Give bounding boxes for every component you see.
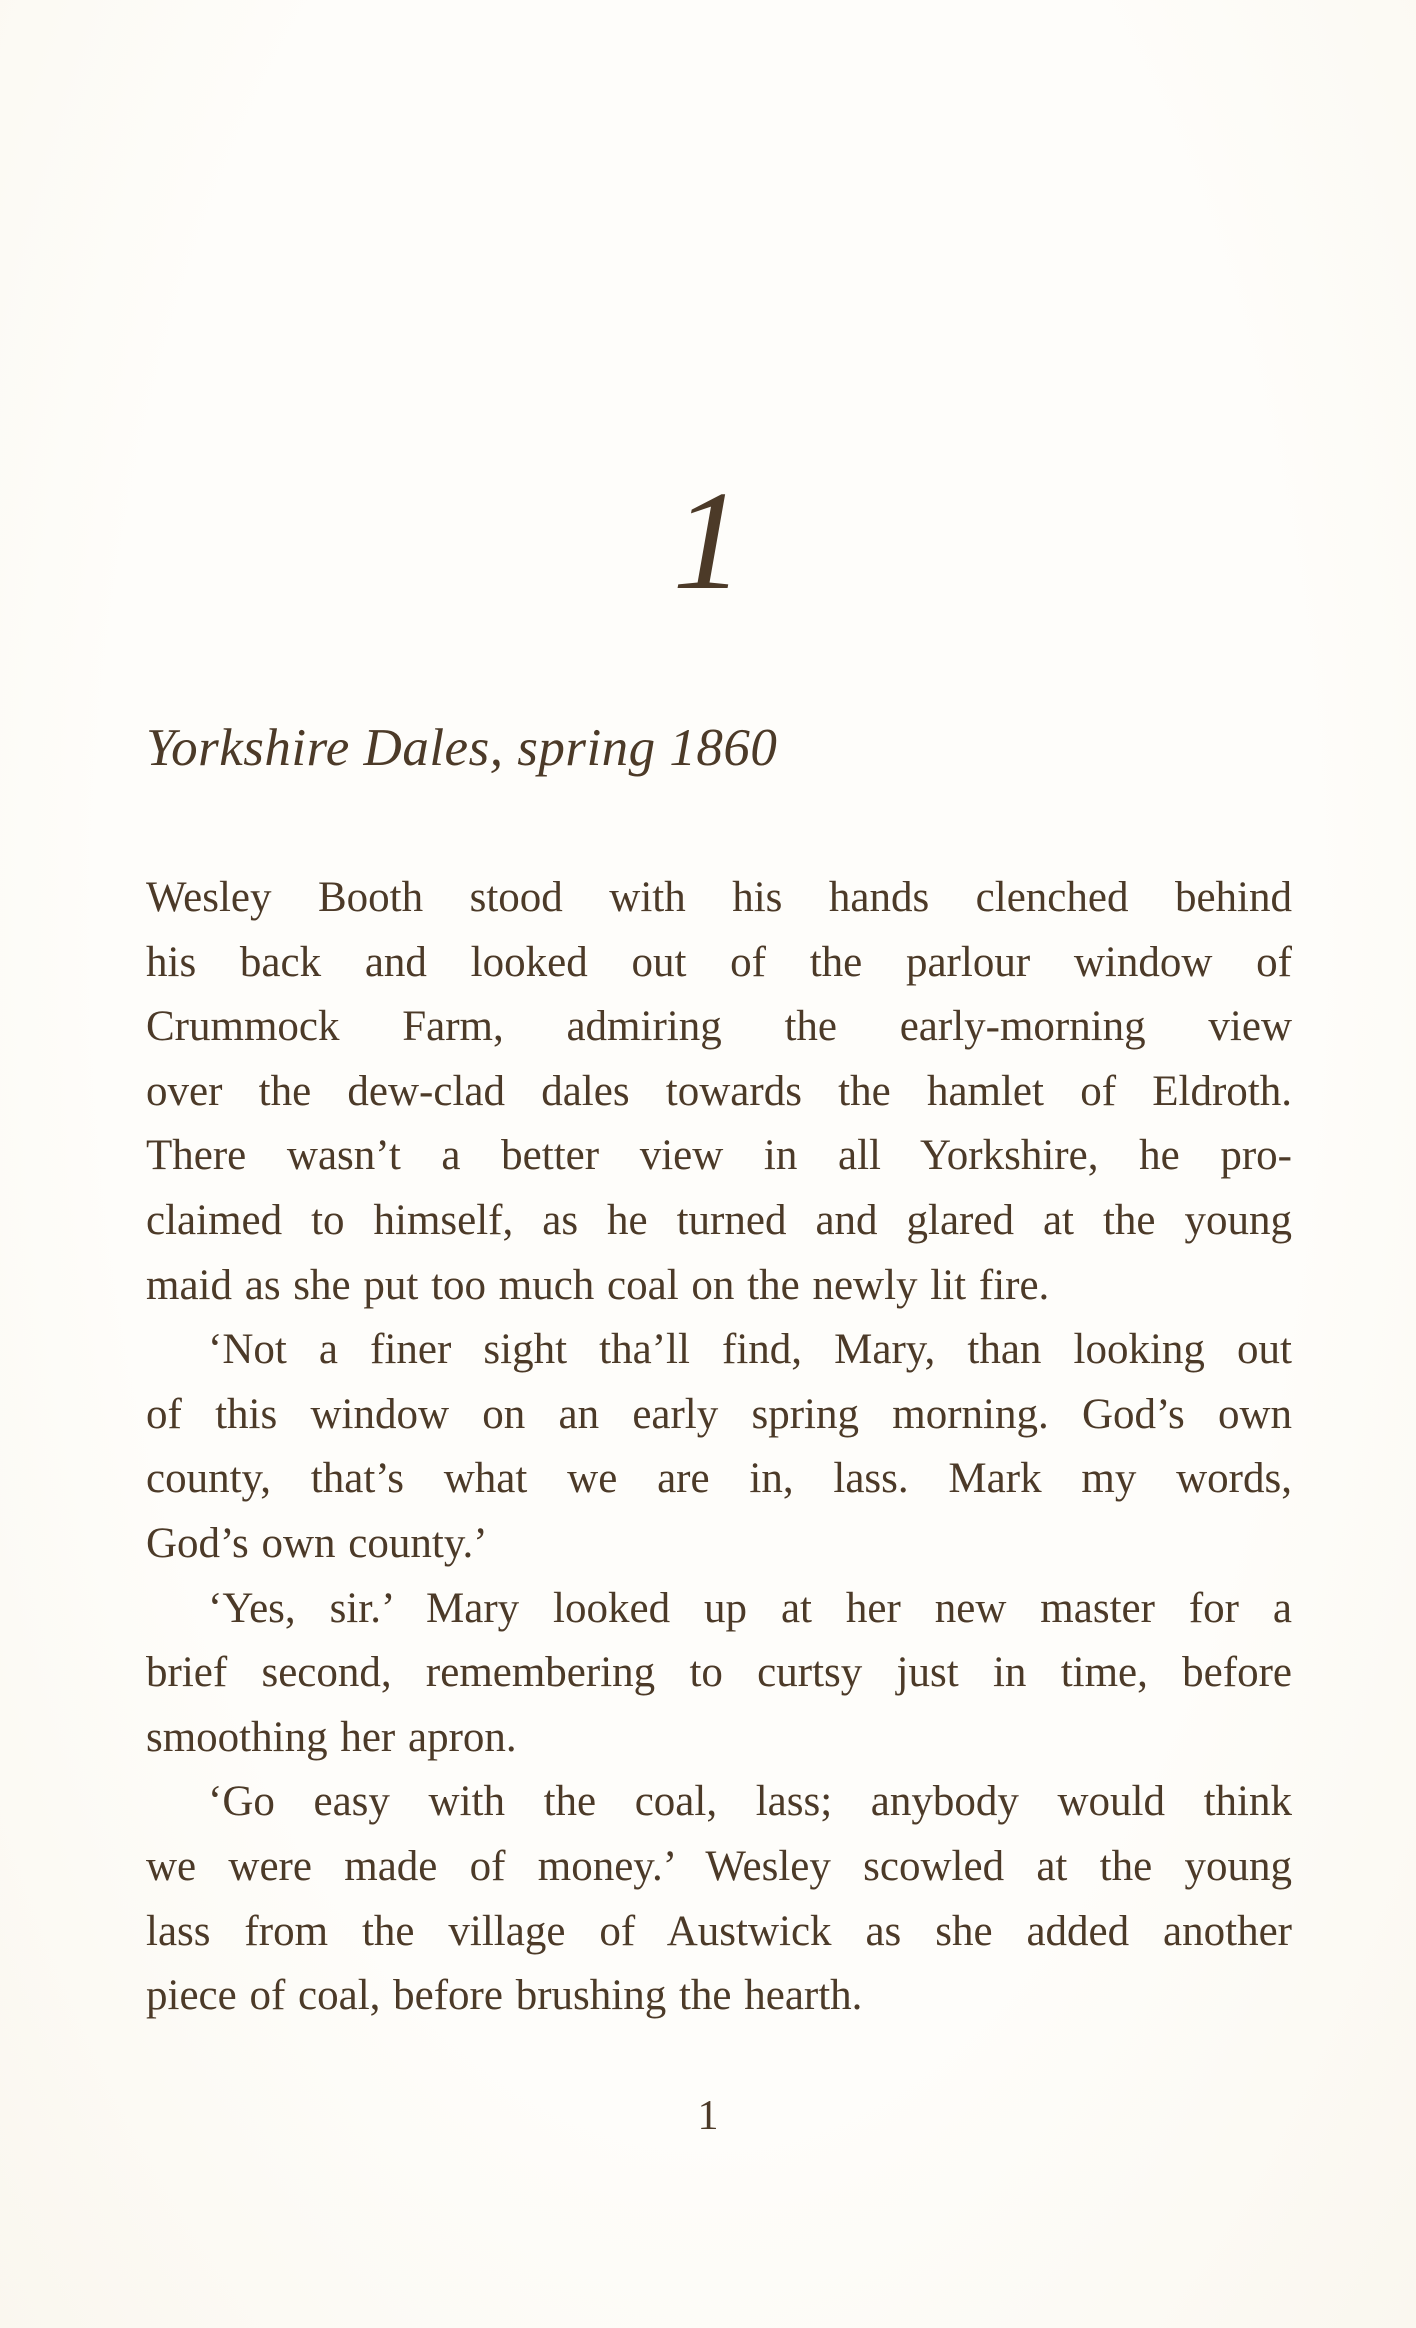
- text-line: we were made of money.’ Wesley scowled at the young: [146, 1842, 1292, 1890]
- text-line: his back and looked out of the parlour window of: [146, 938, 1292, 986]
- text-line: smoothing her apron.: [146, 1713, 517, 1761]
- text-line: of this window on an early spring morning. God’s own: [146, 1390, 1292, 1438]
- body-text: [146, 866, 1292, 2029]
- text-line: ‘Go easy with the coal, lass; anybody would think: [208, 1778, 1292, 1826]
- text-line: claimed to himself, as he turned and glared at the young: [146, 1196, 1292, 1244]
- text-line: piece of coal, before brushing the hearth.: [146, 1972, 863, 2020]
- text-line: Crummock Farm, admiring the early-morning view: [146, 1003, 1292, 1051]
- text-line: brief second, remembering to curtsy just in time, before: [146, 1649, 1292, 1697]
- text-line: over the dew-clad dales towards the hamlet of Eldroth.: [146, 1067, 1292, 1115]
- chapter-number: 1: [672, 461, 744, 619]
- text-line: God’s own county.’: [146, 1519, 488, 1567]
- text-line: Wesley Booth stood with his hands clenched behind: [146, 874, 1292, 921]
- text-line: ‘Not a finer sight tha’ll find, Mary, than looking out: [208, 1326, 1292, 1374]
- scene-heading: Yorkshire Dales, spring 1860: [146, 719, 778, 777]
- text-line: lass from the village of Austwick as she added another: [146, 1907, 1292, 1955]
- text-line: ‘Yes, sir.’ Mary looked up at her new master for a: [208, 1584, 1292, 1632]
- text-line: There wasn’t a better view in all Yorkshire, he pro-: [146, 1132, 1292, 1180]
- page-number: 1: [697, 2093, 719, 2139]
- text-line: maid as she put too much coal on the newly lit fire.: [146, 1261, 1050, 1309]
- text-line: county, that’s what we are in, lass. Mark my words,: [146, 1455, 1292, 1503]
